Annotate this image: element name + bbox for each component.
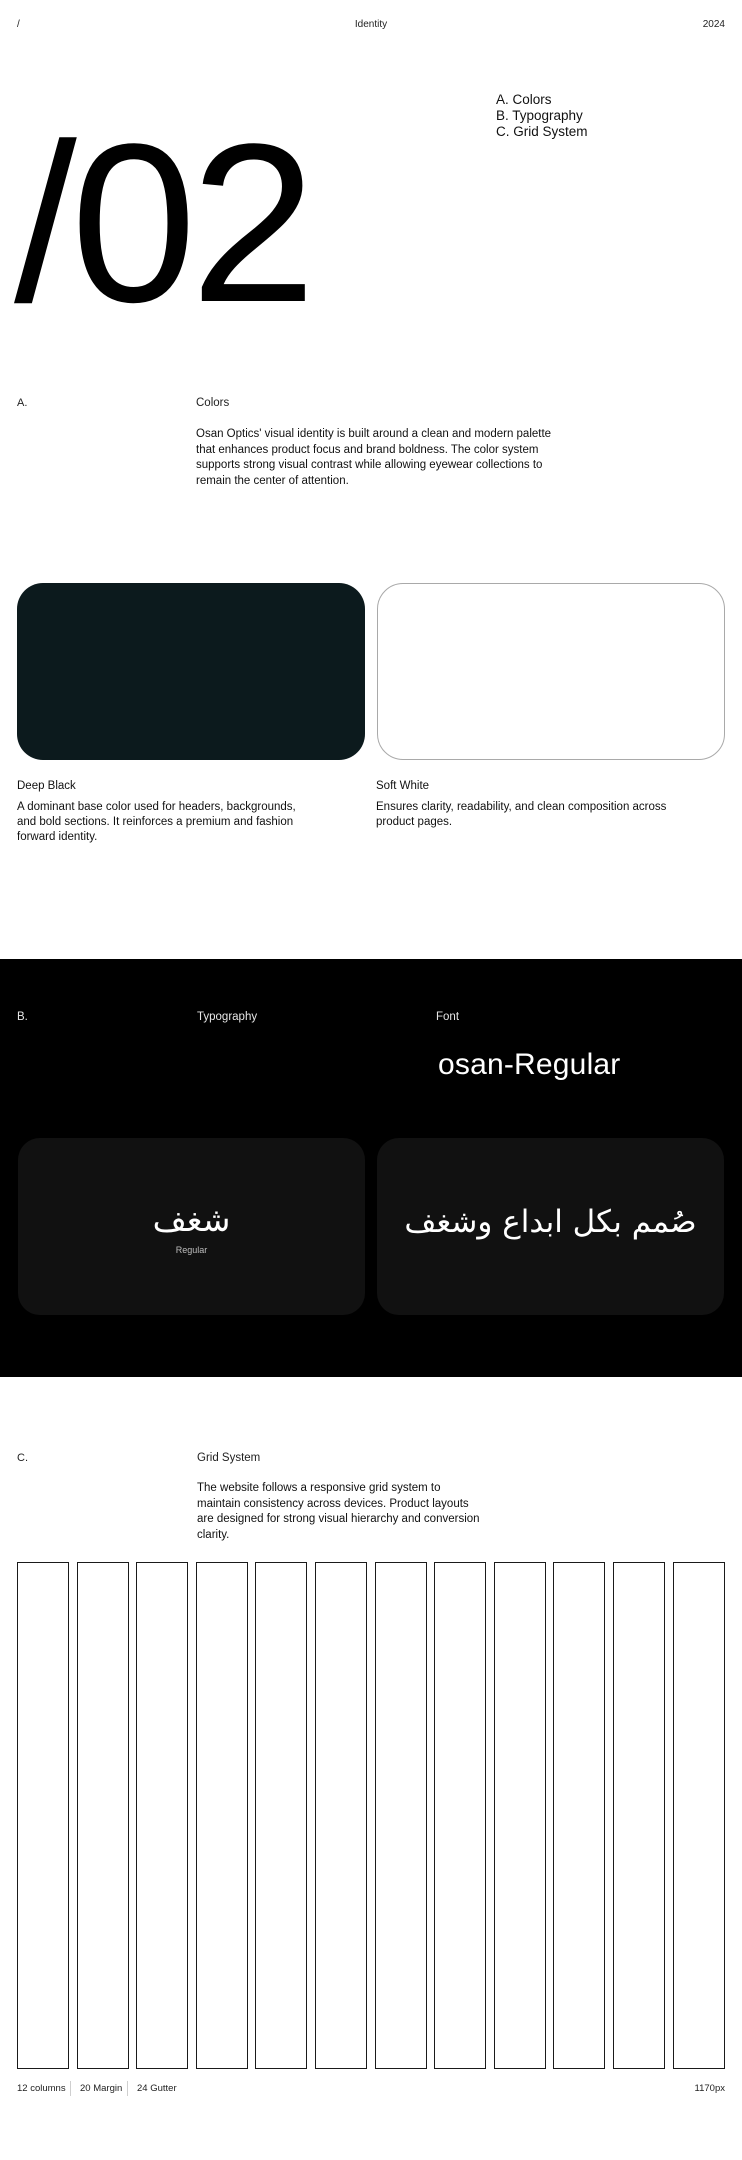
arabic-sample-word: شغف (152, 1200, 231, 1239)
type-sentence-card (377, 1138, 724, 1315)
font-name: osan-Regular (438, 1048, 621, 1081)
header-slash: / (17, 19, 20, 30)
section-title-colors: Colors (196, 397, 230, 409)
toc-item-typography[interactable]: B. Typography (496, 108, 583, 123)
legend-divider (70, 2081, 71, 2096)
grid-width-label: 1170px (694, 2083, 725, 2094)
grid-column (77, 1562, 129, 2069)
toc-item-colors[interactable]: A. Colors (496, 92, 552, 107)
grid-column (673, 1562, 725, 2069)
grid-column (315, 1562, 367, 2069)
grid-column (434, 1562, 486, 2069)
section-title-grid-system: Grid System (197, 1452, 261, 1464)
arabic-sample-sentence: صُمم بكل ابداع وشغف (404, 1204, 697, 1240)
font-weight-label: Regular (175, 1245, 208, 1255)
grid-columns-label: 12 columns (17, 2083, 66, 2094)
swatch-deep-black (17, 583, 365, 760)
table-of-contents (496, 92, 588, 140)
grid-column (255, 1562, 307, 2069)
swatch-name-soft-white: Soft White (376, 780, 430, 792)
grid-column (136, 1562, 188, 2069)
swatch-description-soft-white: Ensures clarity, readability, and clean composition across product pages. (376, 801, 667, 828)
section-title-typography: Typography (197, 1011, 258, 1023)
grid-gutter-label: 24 Gutter (137, 2083, 177, 2094)
grid-description: The website follows a responsive grid system to maintain consistency across devices. Product layouts are designed for strong visual hierarchy and conversion clarity. (197, 1482, 480, 1541)
legend-divider (127, 2081, 128, 2096)
section-letter-b: B. (17, 1011, 28, 1023)
grid-column (375, 1562, 427, 2069)
grid-column (196, 1562, 248, 2069)
grid-column (494, 1562, 546, 2069)
header-title: Identity (354, 19, 388, 30)
section-letter-c: C. (17, 1452, 28, 1464)
swatch-soft-white (377, 583, 725, 760)
type-specimen-card (18, 1138, 365, 1315)
colors-description: Osan Optics' visual identity is built around a clean and modern palette that enhances product focus and brand boldness. The color system supports strong visual contrast while allowing eyewear collections to remain the center of attention. (196, 428, 552, 487)
swatch-description-deep-black: A dominant base color used for headers, backgrounds, and bold sections. It reinforces a premium and fashion forward identity. (17, 801, 296, 843)
chapter-number: /02 (14, 96, 311, 349)
grid-margin-label: 20 Margin (80, 2083, 123, 2094)
header-year: 2024 (702, 19, 725, 30)
grid-column (17, 1562, 69, 2069)
grid-column (553, 1562, 605, 2069)
swatch-name-deep-black: Deep Black (17, 780, 76, 792)
toc-item-grid-system[interactable]: C. Grid System (496, 124, 588, 139)
font-label: Font (436, 1011, 460, 1023)
section-letter-a: A. (17, 397, 28, 409)
grid-column (613, 1562, 665, 2069)
